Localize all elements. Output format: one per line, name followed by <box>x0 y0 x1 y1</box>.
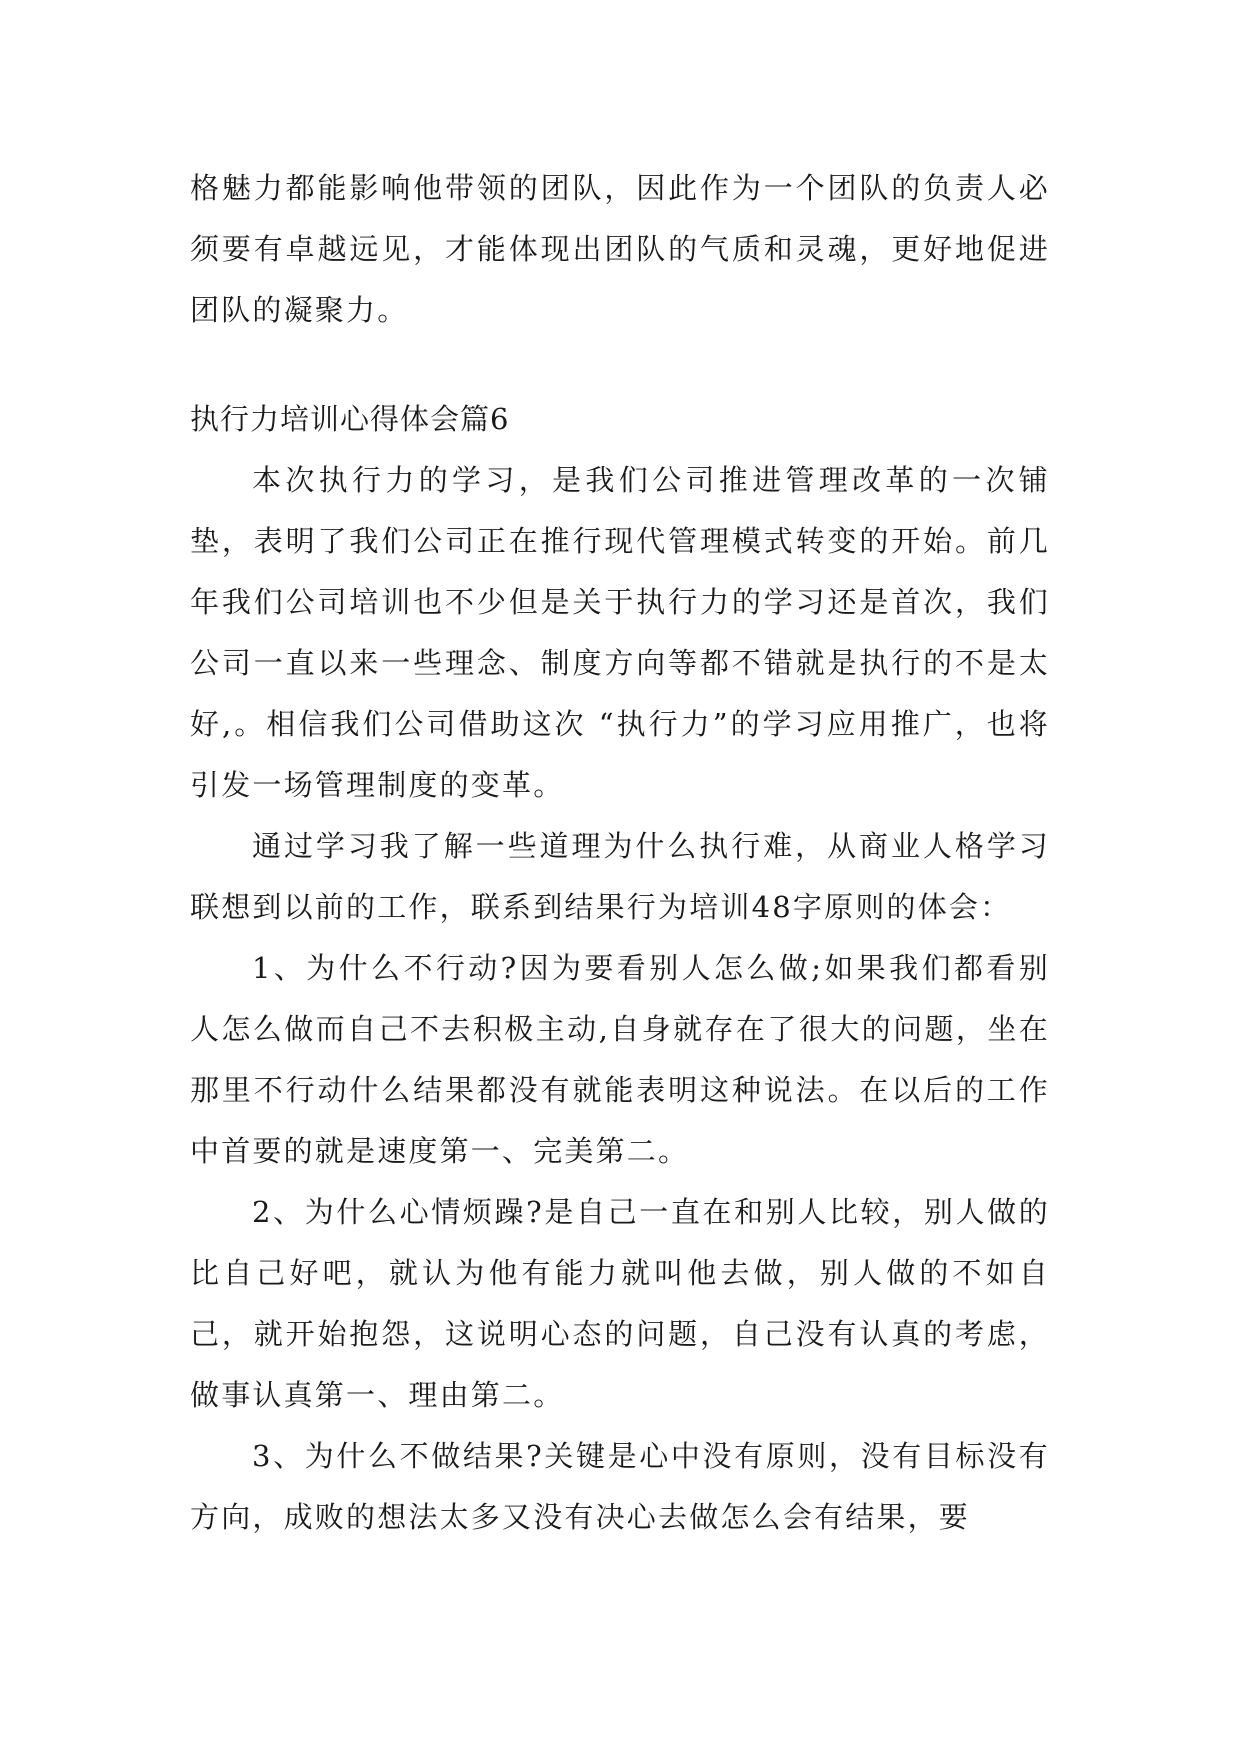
intro-paragraph: 格魅力都能影响他带领的团队，因此作为一个团队的负责人必须要有卓越远见，才能体现出团队的气质和灵魂，更好地促进团队的凝聚力。 <box>190 171 1050 327</box>
body-paragraph-3: 1、为什么不行动?因为要看别人怎么做;如果我们都看别人怎么做而自己不去积极主动,自身就存在了很大的问题，坐在那里不行动什么结果都没有就能表明这种说法。在以后的工作中首要的就是速度第一、完美第二。 <box>190 951 1050 1168</box>
body-paragraph-5: 3、为什么不做结果?关键是心中没有原则，没有目标没有方向，成败的想法太多又没有决心去做怎么会有结果，要 <box>190 1439 1050 1534</box>
body-paragraph-2: 通过学习我了解一些道理为什么执行难，从商业人格学习联想到以前的工作，联系到结果行为培训48字原则的体会： <box>190 829 1050 924</box>
body-paragraph-1: 本次执行力的学习，是我们公司推进管理改革的一次铺垫，表明了我们公司正在推行现代管理模式转变的开始。前几年我们公司培训也不少但是关于执行力的学习还是首次，我们公司一直以来一些理念、制度方向等都不错就是执行的不是太好,。相信我们公司借助这次 “执行力”的学习应用推广，也将引发一场管理制度的变革。 <box>190 463 1050 802</box>
section-title: 执行力培训心得体会篇6 <box>190 402 510 436</box>
document-body <box>190 158 1050 1548</box>
body-paragraph-4: 2、为什么心情烦躁?是自己一直在和别人比较，别人做的比自己好吧，就认为他有能力就叫他去做，别人做的不如自己，就开始抱怨，这说明心态的问题，自己没有认真的考虑，做事认真第一、理由第二。 <box>190 1195 1050 1412</box>
